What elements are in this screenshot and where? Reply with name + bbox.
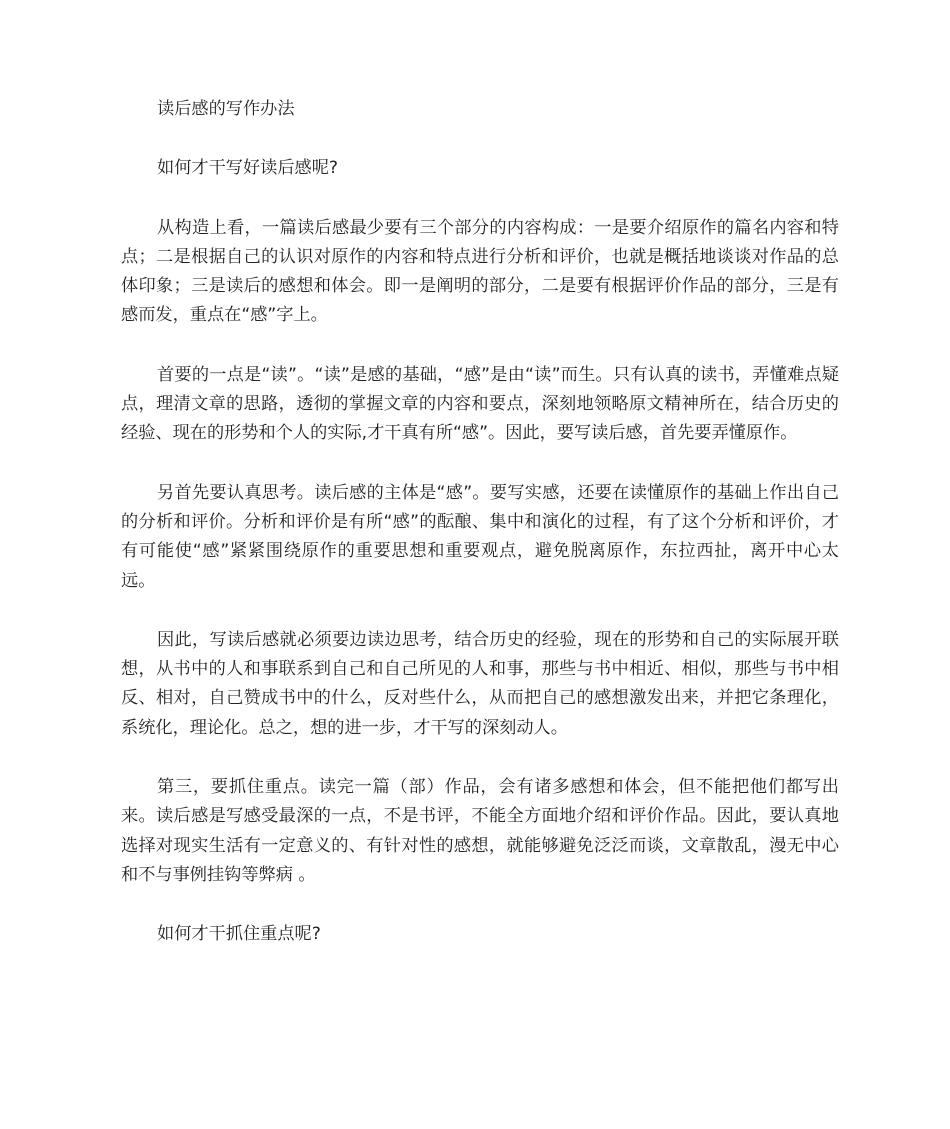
question-focus: 如何才干抓住重点呢?	[157, 924, 321, 945]
paragraph-reading: 首要的一点是“读”。“读”是感的基础，“感”是由“读”而生。只有认真的读书，弄懂难点疑点，理清文章的思路，透彻的掌握文章的内容和要点，深刻地领略原文精神所在，结合历史的经验、现在的形势和个人的实际,才干真有所“感”。因此，要写读后感，首先要弄懂原作。	[121, 364, 839, 444]
question-heading: 如何才干写好读后感呢?	[157, 158, 338, 179]
paragraph-thinking: 另首先要认真思考。读后感的主体是“感”。要写实感，还要在读懂原作的基础上作出自己的分析和评价。分析和评价是有所“感”的酝酿、集中和演化的过程，有了这个分析和评价，才有可能使“感”紧紧围绕原作的重要思想和重要观点，避免脱离原作，东拉西扯，离开中心太远。	[121, 482, 839, 591]
paragraph-structure: 从构造上看，一篇读后感最少要有三个部分的内容构成：一是要介绍原作的篇名内容和特点；二是根据自己的认识对原作的内容和特点进行分析和评价，也就是概括地谈谈对作品的总体印象；三是读后的感想和体会。即一是阐明的部分，二是要有根据评价作品的部分，三是有感而发，重点在“感”字上。	[121, 217, 839, 326]
document-title: 读后感的写作办法	[157, 99, 295, 119]
document-body	[121, 95, 839, 950]
paragraph-association: 因此，写读后感就必须要边读边思考，结合历史的经验，现在的形势和自己的实际展开联想，从书中的人和事联系到自己和自己所见的人和事，那些与书中相近、相似，那些与书中相反、相对，自己赞成书中的什么，反对些什么，从而把自己的感想激发出来，并把它条理化，系统化，理论化。总之，想的进一步，才干写的深刻动人。	[121, 629, 839, 738]
paragraph-focus: 第三，要抓住重点。读完一篇（部）作品，会有诸多感想和体会，但不能把他们都写出来。读后感是写感受最深的一点，不是书评，不能全方面地介绍和评价作品。因此，要认真地选择对现实生活有一定意义的、有针对性的感想，就能够避免泛泛而谈，文章散乱，漫无中心和不与事例挂钩等弊病 。	[121, 777, 839, 885]
